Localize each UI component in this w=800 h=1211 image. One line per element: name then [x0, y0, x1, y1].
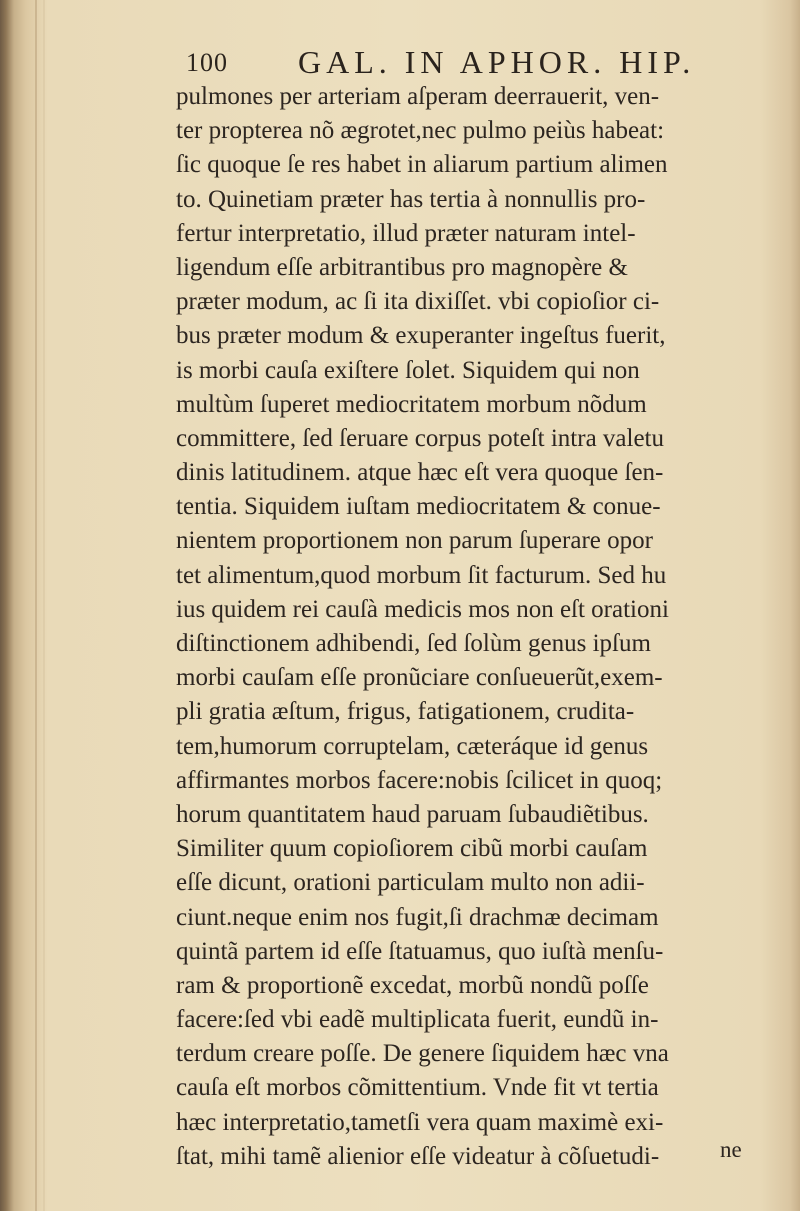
text-line: dinis latitudinem. atque hæc eſt vera quoque ſen-: [176, 459, 664, 487]
text-line: morbi cauſam eſſe pronũciare conſueuerũt,exem-: [176, 664, 663, 692]
text-line: ligendum eſſe arbitrantibus pro magnopère &: [176, 253, 628, 281]
catchword: ne: [720, 1137, 742, 1162]
text-line: pli gratia æſtum, frigus, fatigationem, crudita-: [176, 698, 635, 726]
text-line: multùm ſuperet mediocritatem morbum nõdum: [176, 390, 647, 418]
body-text: [176, 80, 776, 1174]
text-line: fertur interpretatio, illud præter naturam intel-: [176, 219, 636, 247]
running-head: GAL. IN APHOR. HIP.: [298, 44, 696, 80]
folio-number: 100: [186, 48, 228, 77]
text-line: diſtinctionem adhibendi, ſed ſolùm genus ipſum: [176, 630, 651, 657]
text-line: facere:ſed vbi eadẽ multiplicata fuerit, eundũ in-: [176, 1006, 659, 1034]
text-line: horum quantitatem haud paruam ſubaudiẽtibus.: [176, 800, 649, 828]
text-line: terdum creare poſſe. De genere ſiquidem hæc vna: [176, 1040, 669, 1068]
text-line: hæc interpretatio,tametſi vera quam maximè exi-: [176, 1108, 664, 1136]
text-line: quintã partem id eſſe ſtatuamus, quo iuſtà menſu-: [176, 937, 664, 965]
text-line: ius quidem rei cauſà medicis mos non eſt orationi: [176, 595, 669, 623]
text-line: pulmones per arteriam aſperam deerrauerit, ven-: [176, 83, 660, 110]
text-line: eſſe dicunt, orationi particulam multo non adii-: [176, 869, 645, 897]
text-line: ram & proportionẽ excedat, morbũ nondũ poſſe: [176, 971, 649, 999]
text-line: is morbi cauſa exiſtere ſolet. Siquidem qui non: [176, 356, 640, 384]
text-line: to. Quinetiam præter has tertia à nonnullis pro-: [176, 185, 646, 213]
text-line: nientem proportionem non parum ſuperare opor: [176, 527, 653, 555]
text-line: ter propterea nõ ægrotet,nec pulmo peiùs habeat:: [176, 117, 665, 145]
text-line: committere, ſed ſeruare corpus poteſt intra valetu: [176, 424, 665, 452]
text-line: præter modum, ac ſi ita dixiſſet. vbi copioſior ci-: [176, 288, 660, 316]
text-line: tem,humorum corruptelam, cæteráque id genus: [176, 732, 649, 760]
text-line: tentia. Siquidem iuſtam mediocritatem & conue-: [176, 493, 661, 521]
text-line: ſtat, mihi tamẽ alienior eſſe videatur à cõſuetudi-: [176, 1142, 660, 1170]
text-line: bus præter modum & exuperanter ingeſtus fuerit,: [176, 322, 666, 350]
text-line: tet alimentum,quod morbum ſit facturum. Sed hu: [176, 561, 667, 589]
text-line: cauſa eſt morbos cõmittentium. Vnde fit vt tertia: [176, 1074, 659, 1102]
text-line: ciunt.neque enim nos fugit,ſi drachmæ decimam: [176, 903, 659, 931]
text-line: ſic quoque ſe res habet in aliarum partium alimen: [176, 151, 668, 179]
text-line: affirmantes morbos facere:nobis ſcilicet in quoq;: [176, 766, 663, 794]
text-line: Similiter quum copioſiorem cibũ morbi cauſam: [176, 835, 648, 863]
